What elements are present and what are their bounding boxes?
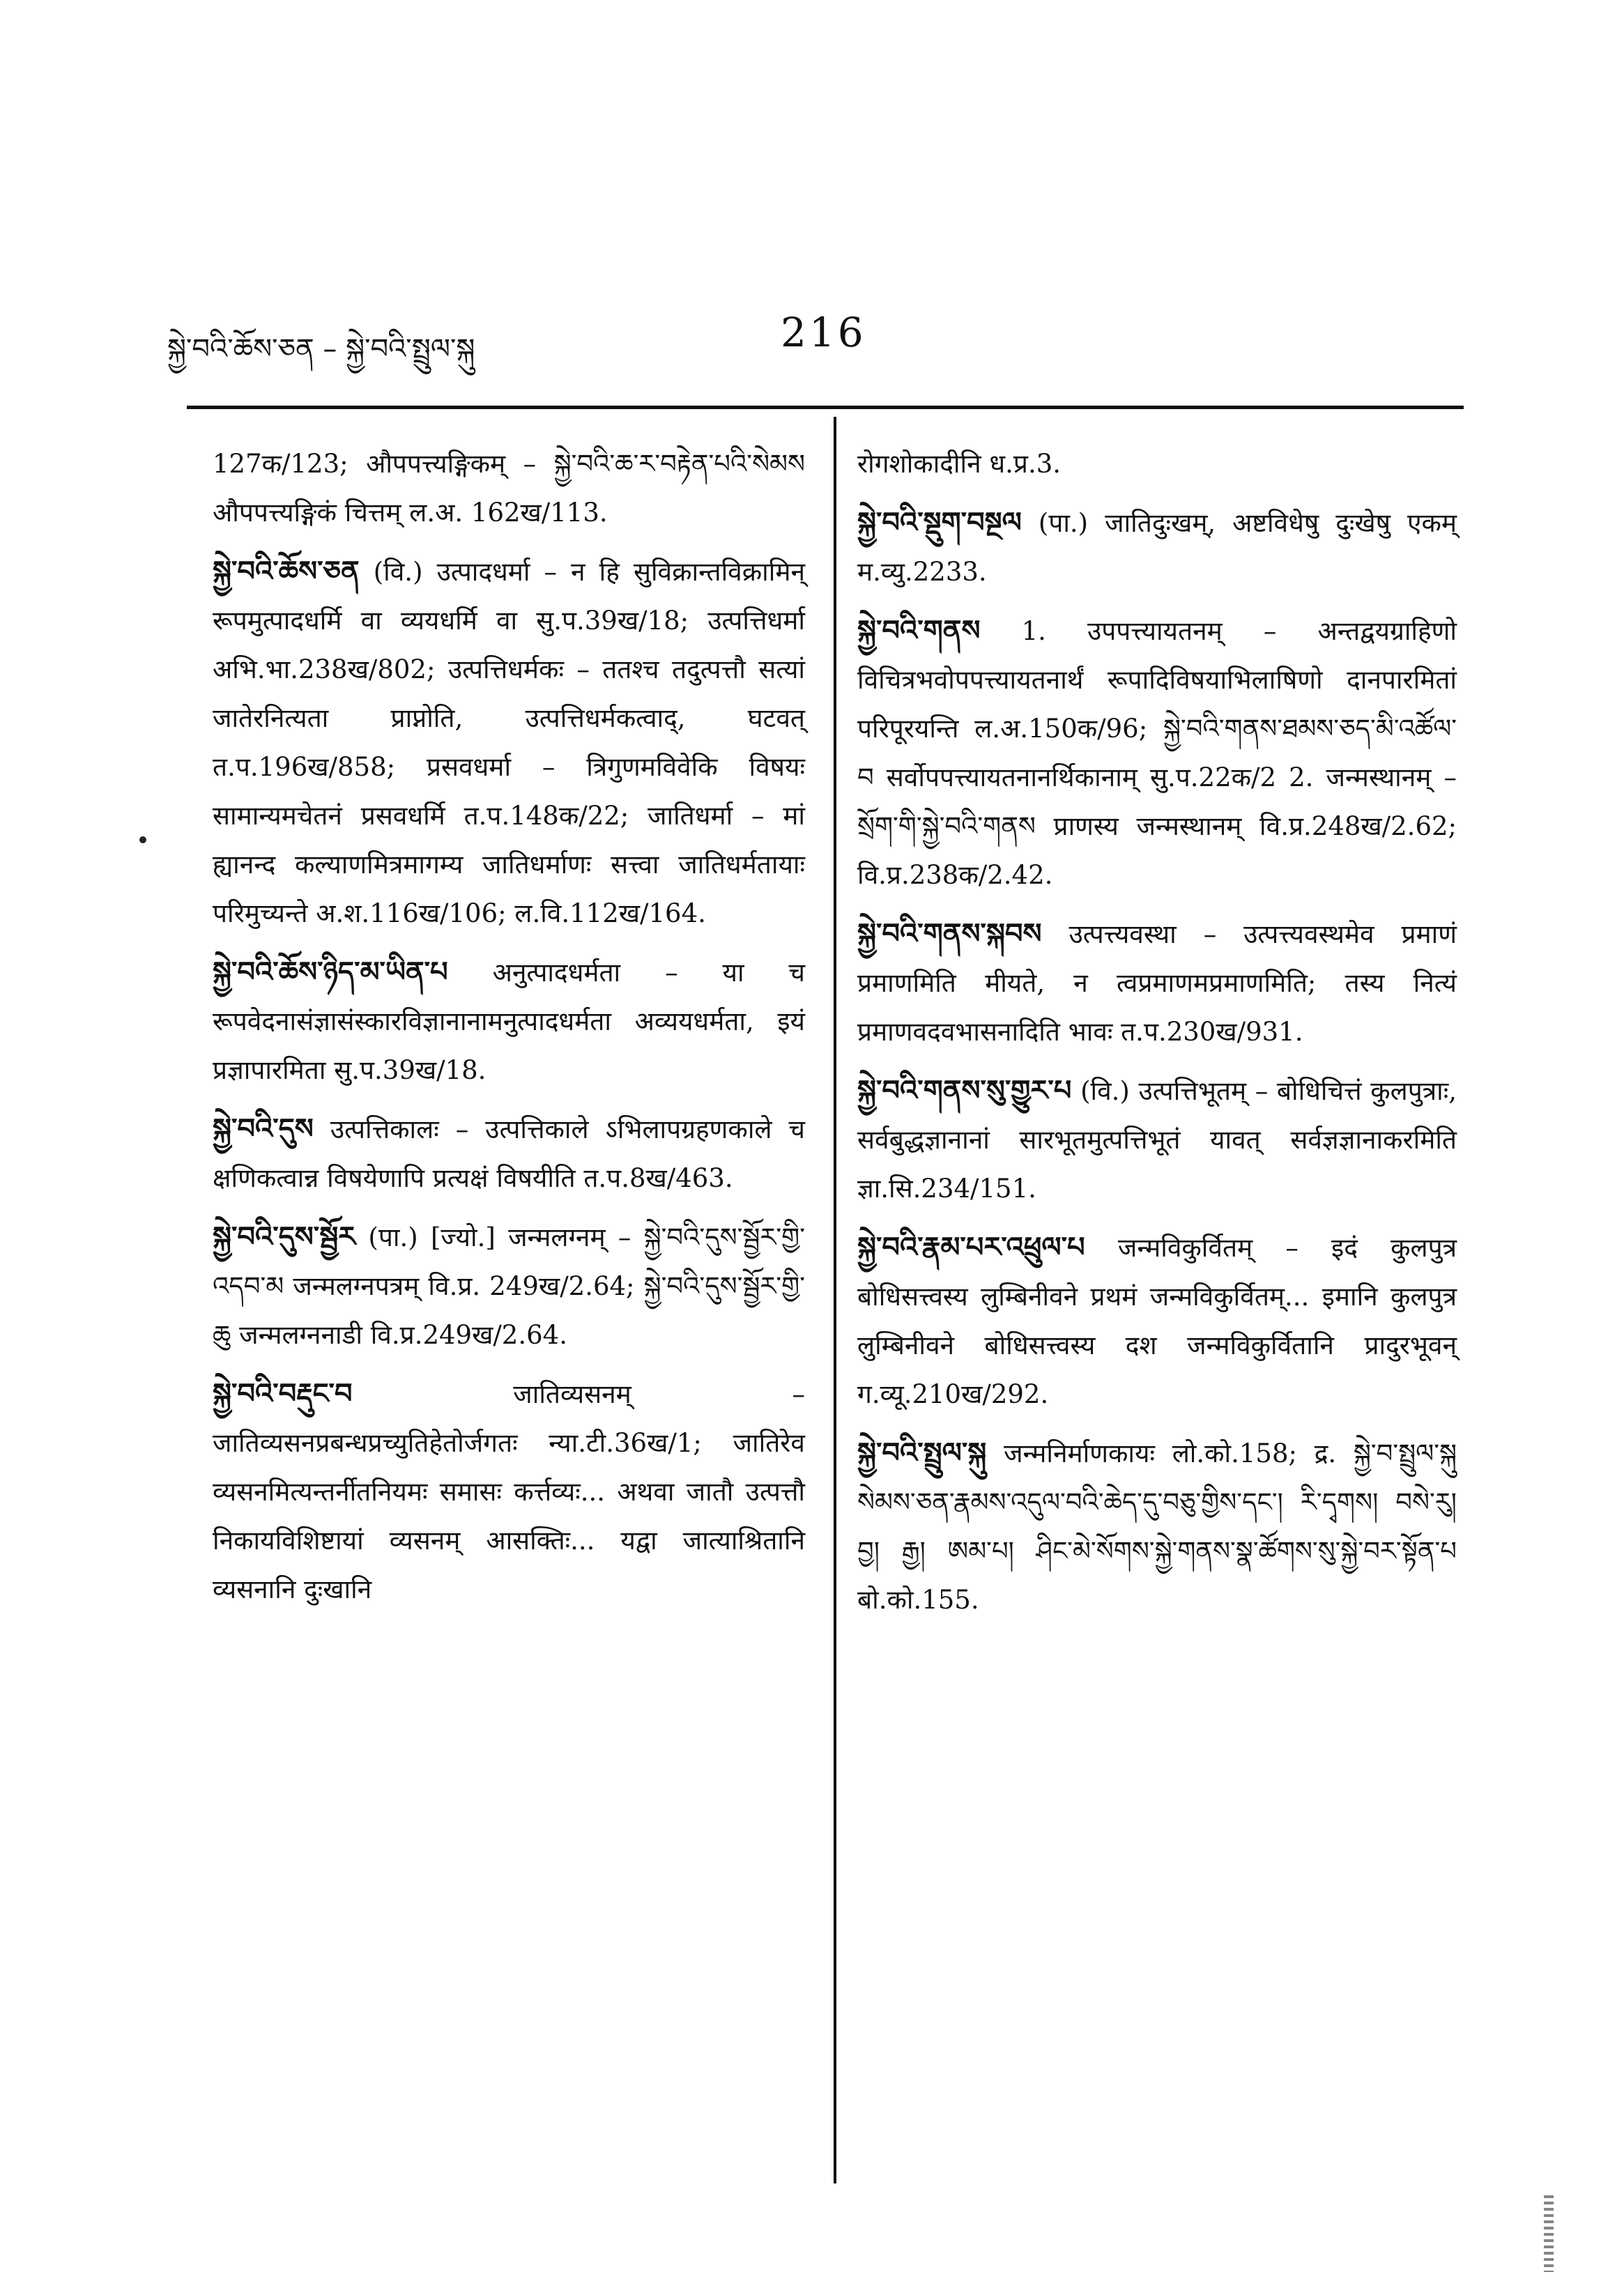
right-column: [857, 439, 1457, 1634]
entry-headword: སྐྱེ་བའི་བརྡུང་བ: [213, 1377, 353, 1410]
entry-headword: སྐྱེ་བའི་སྡུག་བསྔལ: [857, 506, 1022, 539]
entry-body: उत्पत्त्यवस्था – उत्पत्त्यवस्थमेव प्रमाणं प्रमाणमिति मीयते, न त्वप्रमाणमप्रमाणमिति; तस्य नित्यं प्रमाणवदवभासनादिति भावः त.प.230ख/931.: [857, 919, 1457, 1047]
entry-headword: སྐྱེ་བའི་དུས་སྦྱོར: [213, 1220, 356, 1253]
entry: [213, 1213, 805, 1360]
entry-body: (वि.) उत्पादधर्मा – न हि सुविक्रान्तविक्रामिन् रूपमुत्पादधर्मि वा व्ययधर्मि वा सु.प.39ख/18; उत्पत्तिधर्मा अभि.भा.238ख/802; उत्पत्तिधर्मकः – ततश्च तदुत्पत्तौ सत्यां जातेरनित्यता प्राप्नोति, उत्पत्तिधर्मकत्वाद्, घटवत् त.प.196ख/858; प्रसवधर्मा – त्रिगुणमविवेकि विषयः सामान्यमचेतनं प्रसवधर्मि त.प.148क/22; जातिधर्मा – मां ह्यानन्द कल्याणमित्रमागम्य जातिधर्माणः सत्त्वा जातिधर्मतायाः परिमुच्यन्ते अ.श.116ख/106; ल.वि.112ख/164.: [213, 557, 806, 928]
entry: [213, 547, 805, 938]
entry-headword: སྐྱེ་བའི་གནས: [857, 614, 981, 647]
entry-body: जातिव्यसनम् – जातिव्यसनप्रबन्धप्रच्युतिहेतोर्जगतः न्या.टी.36ख/1; जातिरेव व्यसनमित्यन्तर्नीतनियमः समासः कर्त्तव्यः... अथवा जातौ उत्पत्तौ निकायविशिष्टायां व्यसनम् आसक्तिः... यद्वा जात्याश्रितानि व्यसनानि दुःखानि: [213, 1379, 805, 1604]
entry-body: 1. उपपत्त्यायतनम् – अन्तद्वयग्राहिणो विचित्रभवोपपत्त्यायतनार्थं रूपादिविषयाभिलाषिणो दानपारमितां परिपूरयन्ति ल.अ.150क/96; སྐྱེ་བའི་གནས་ཐམས་ཅད་མི་འཚོལ་བ सर्वोपपत्त्यायतनानर्थिकानाम् सु.प.22क/2 2. जन्मस्थानम् – སྲོག་གི་སྐྱེ་བའི་གནས प्राणस्य जन्मस्थानम् वि.प्र.248ख/2.62; वि.प्र.238क/2.42.: [857, 616, 1457, 890]
entry-body: 127क/123; औपपत्त्यङ्गिकम् – སྐྱེ་བའི་ཆ་ར་བརྟེན་པའི་སེམས औपपत्त्यङ्गिकं चित्तम् ल.अ. 162ख/113.: [213, 449, 805, 528]
entry-headword: སྐྱེ་བའི་གནས་སུ་གྱུར་པ: [857, 1074, 1072, 1107]
page-header: [167, 309, 1464, 365]
scan-edge-mark: [1544, 2195, 1554, 2272]
entry: [857, 909, 1457, 1057]
page-number: 216: [781, 309, 866, 356]
entry-headword: སྐྱེ་བའི་རྣམ་པར་འཕྲུལ་པ: [857, 1231, 1085, 1264]
running-head: སྐྱེ་བའི་ཆོས་ཅན – སྐྱེ་བའི་སྤྲུལ་སྐུ: [167, 333, 475, 365]
entry: [213, 1369, 805, 1614]
entry: [857, 606, 1457, 900]
entry-headword: སྐྱེ་བའི་ཆོས་ཉིད་མ་ཡིན་པ: [213, 955, 448, 988]
entry: [213, 439, 805, 537]
entry-body: (पा.) [ज्यो.] जन्मलग्नम् – སྐྱེ་བའི་དུས་སྦྱོར་གྱི་འདབ་མ जन्मलग्नपत्रम् वि.प्र. 249ख/2.64; སྐྱེ་བའི་དུས་སྦྱོར་གྱི་ཆུ जन्मलग्ननाडी वि.प्र.249ख/2.64.: [213, 1222, 805, 1350]
entry-body: (पा.) जातिदुःखम्, अष्टविधेषु दुःखेषु एकम् म.व्यु.2233.: [857, 508, 1457, 587]
entry: [857, 498, 1457, 597]
entry: [857, 1429, 1457, 1625]
entry-body: जन्मनिर्माणकायः लो.को.158; द्र. སྐྱེ་བ་སྤྲུལ་སྐུ སེམས་ཅན་རྣམས་འདུལ་བའི་ཆེད་དུ་བཅུ་གྱིས་དང་། རི་དྭགས། བསེ་རུ། བྱ། རྒྱ། ཨམ་པ། ཤིང་མེ་སོགས་སྐྱེ་གནས་སྣ་ཚོགས་སུ་སྐྱེ་བར་སྟོན་པ बो.को.155.: [857, 1438, 1457, 1615]
entry-body: जन्मविकुर्वितम् – इदं कुलपुत्र बोधिसत्त्वस्य लुम्बिनीवने प्रथमं जन्मविकुर्वितम्... इमानि कुलपुत्र लुम्बिनीवने बोधिसत्त्वस्य दश जन्मविकुर्वितानि प्रादुरभूवन् ग.व्यू.210ख/292.: [857, 1233, 1457, 1409]
entry-body: उत्पत्तिकालः – उत्पत्तिकाले ऽभिलापग्रहणकाले च क्षणिकत्वान्न विषयेणापि प्रत्यक्षं विषयीति त.प.8ख/463.: [213, 1114, 805, 1193]
header-rule: [187, 406, 1464, 409]
entry-body: (वि.) उत्पत्तिभूतम् – बोधिचित्तं कुलपुत्राः, सर्वबुद्धज्ञानानां सारभूतमुत्पत्तिभूतं यावत् सर्वज्ञज्ञानाकरमिति ज्ञा.सि.234/151.: [857, 1076, 1457, 1204]
entry: [213, 1105, 805, 1203]
column-divider: [834, 417, 836, 2183]
entry: [857, 1223, 1457, 1419]
entry-headword: སྐྱེ་བའི་སྤྲུལ་སྐུ: [857, 1436, 987, 1469]
left-column: [213, 439, 805, 1624]
entry: [213, 948, 805, 1095]
entry-body: रोगशोकादीनि ध.प्र.3.: [857, 449, 1062, 479]
entry-headword: སྐྱེ་བའི་ཆོས་ཅན: [213, 555, 360, 588]
entry-body: अनुत्पादधर्मता – या च रूपवेदनासंज्ञासंस्कारविज्ञानानामनुत्पादधर्मता अव्ययधर्मता, इयं प्रज्ञापारमिता सु.प.39ख/18.: [213, 958, 805, 1085]
entry: [857, 1066, 1457, 1213]
entry: [857, 439, 1457, 489]
entry-headword: སྐྱེ་བའི་གནས་སྐབས: [857, 917, 1042, 950]
margin-dot: [139, 836, 146, 843]
entry-headword: སྐྱེ་བའི་དུས: [213, 1112, 314, 1145]
